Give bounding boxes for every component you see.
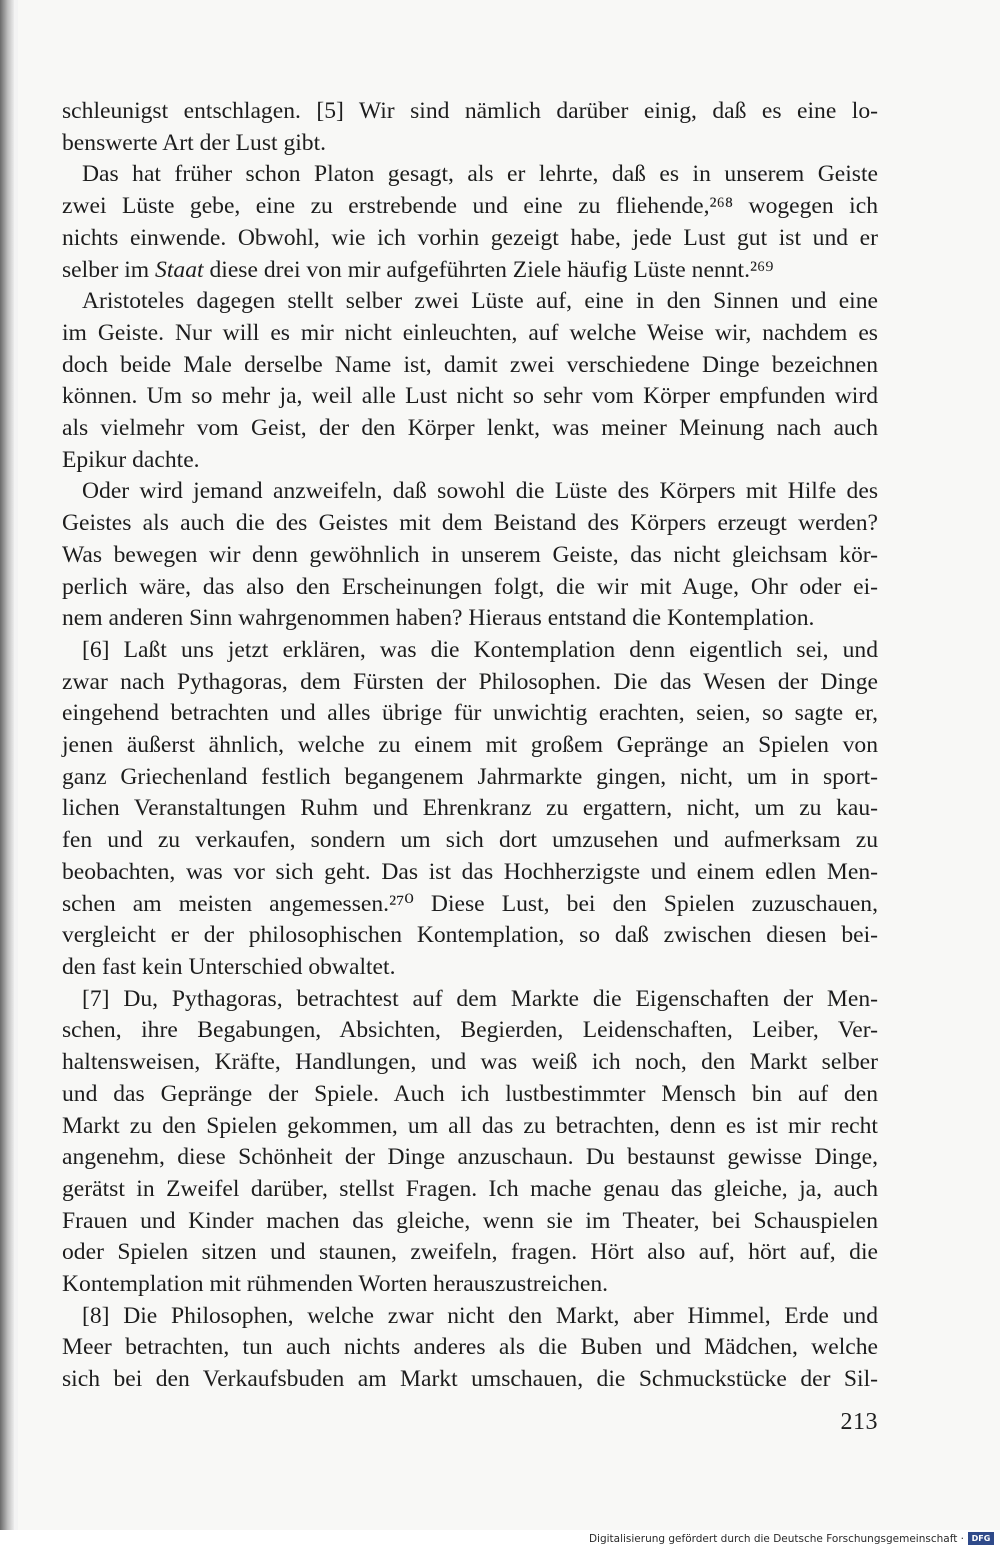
text-line: schen, ihre Begabungen, Absichten, Begierden, Leidenschaften, Leiber, Ver- [62, 1017, 878, 1044]
text-line: Oder wird jemand anzweifeln, daß sowohl die Lüste des Körpers mit Hilfe des [82, 478, 878, 505]
text-line: im Geiste. Nur will es mir nicht einleuchten, auf welche Weise wir, nachdem es [62, 319, 878, 346]
text-line: schleunigst entschlagen. [5] Wir sind nämlich darüber einig, daß es eine lo- [62, 98, 878, 124]
text-line: haltensweisen, Kräfte, Handlungen, und was weiß ich noch, den Markt selber [62, 1049, 878, 1076]
funding-credit: Digitalisierung gefördert durch die Deutsche Forschungsgemeinschaft · [588, 1533, 964, 1545]
text-line: zwar nach Pythagoras, dem Fürsten der Philosophen. Die das Wesen der Dinge [62, 668, 878, 695]
text-line: Kontemplation mit rühmenden Worten herauszustreichen. [62, 1271, 609, 1298]
text-line: selber im Staat diese drei von mir aufgeführten Ziele häufig Lüste nennt.²⁶⁹ [62, 256, 774, 283]
text-line: lichen Veranstaltungen Ruhm und Ehrenkranz zu ergattern, nicht, um zu kau- [62, 795, 878, 822]
text-line: ganz Griechenland festlich begangenem Jahrmarkte gingen, nicht, um in sport- [62, 763, 878, 790]
text-line: fen und zu verkaufen, sondern um sich dort umzusehen und aufmerksam zu [62, 827, 878, 854]
text-line: Aristoteles dagegen stellt selber zwei Lüste auf, eine in den Sinnen und eine [82, 288, 878, 315]
body-text [62, 96, 878, 1396]
dfg-logo: DFG [968, 1532, 994, 1545]
book-title-staat: Staat [155, 256, 204, 283]
text-line: Meer betrachten, tun auch nichts anderes als die Buben und Mädchen, welche [62, 1334, 878, 1361]
text-line: Epikur dachte. [62, 446, 200, 473]
text-line: Was bewegen wir denn gewöhnlich in unserem Geiste, das nicht gleichsam kör- [62, 541, 878, 568]
text-line: können. Um so mehr ja, weil alle Lust nicht so sehr vom Körper empfunden wird [62, 383, 878, 410]
book-gutter-shadow [0, 0, 14, 1530]
text-line: perlich wäre, das also den Erscheinungen folgt, die wir mit Auge, Ohr oder ei- [62, 573, 878, 600]
text-line: Frauen und Kinder machen das gleiche, wenn sie im Theater, bei Schauspielen [62, 1207, 878, 1234]
page-number: 213 [840, 1409, 878, 1435]
text-line: beobachten, was vor sich geht. Das ist das Hochherzigste und einem edlen Men- [62, 858, 878, 885]
text-line: als vielmehr vom Geist, der den Körper lenkt, was meiner Meinung nach auch [62, 415, 878, 442]
text-line: nichts einwende. Obwohl, wie ich vorhin gezeigt habe, jede Lust gut ist und er [62, 224, 878, 251]
text-line: benswerte Art der Lust gibt. [62, 129, 327, 156]
text-line: angenehm, diese Schönheit der Dinge anzuschaun. Du bestaunst gewisse Dinge, [62, 1144, 878, 1171]
text-line: sich bei den Verkaufsbuden am Markt umschauen, die Schmuckstücke der Sil- [62, 1366, 878, 1393]
text-line: schen am meisten angemessen.²⁷⁰ Diese Lust, bei den Spielen zuzuschauen, [62, 890, 878, 917]
text-line: zwei Lüste gebe, eine zu erstrebende und eine zu fliehende,²⁶⁸ wogegen ich [62, 193, 878, 220]
text-line: Markt zu den Spielen gekommen, um all das zu betrachten, denn es ist mir recht [62, 1112, 878, 1139]
text-line: [8] Die Philosophen, welche zwar nicht den Markt, aber Himmel, Erde und [82, 1302, 878, 1329]
text-line: vergleicht er der philosophischen Kontemplation, so daß zwischen diesen bei- [62, 922, 878, 949]
text-line: gerätst in Zweifel darüber, stellst Fragen. Ich mache genau das gleiche, ja, auch [62, 1175, 878, 1202]
text-line: jenen äußerst ähnlich, welche zu einem mit großem Gepränge an Spielen von [62, 732, 878, 759]
text-line: [7] Du, Pythagoras, betrachtest auf dem Markte die Eigenschaften der Men- [82, 985, 878, 1012]
text-line: Das hat früher schon Platon gesagt, als er lehrte, daß es in unserem Geiste [82, 161, 878, 188]
text-line: und das Gepränge der Spiele. Auch ich lustbestimmter Mensch bin auf den [62, 1080, 878, 1107]
text-line: den fast kein Unterschied obwaltet. [62, 953, 396, 980]
text-line: [6] Laßt uns jetzt erklären, was die Kontemplation denn eigentlich sei, und [82, 636, 878, 663]
text-line: eingehend betrachten und alles übrige für unwichtig erachten, seien, so sagte er, [62, 700, 878, 727]
text-line: oder Spielen sitzen und staunen, zweifeln, fragen. Hört also auf, hört auf, die [62, 1239, 878, 1266]
text-line: doch beide Male derselbe Name ist, damit zwei verschiedene Dinge bezeichnen [62, 351, 878, 378]
text-line: nem anderen Sinn wahrgenommen haben? Hieraus entstand die Kontemplation. [62, 605, 815, 632]
text-line: Geistes als auch die des Geistes mit dem Beistand des Körpers erzeugt werden? [62, 510, 878, 537]
